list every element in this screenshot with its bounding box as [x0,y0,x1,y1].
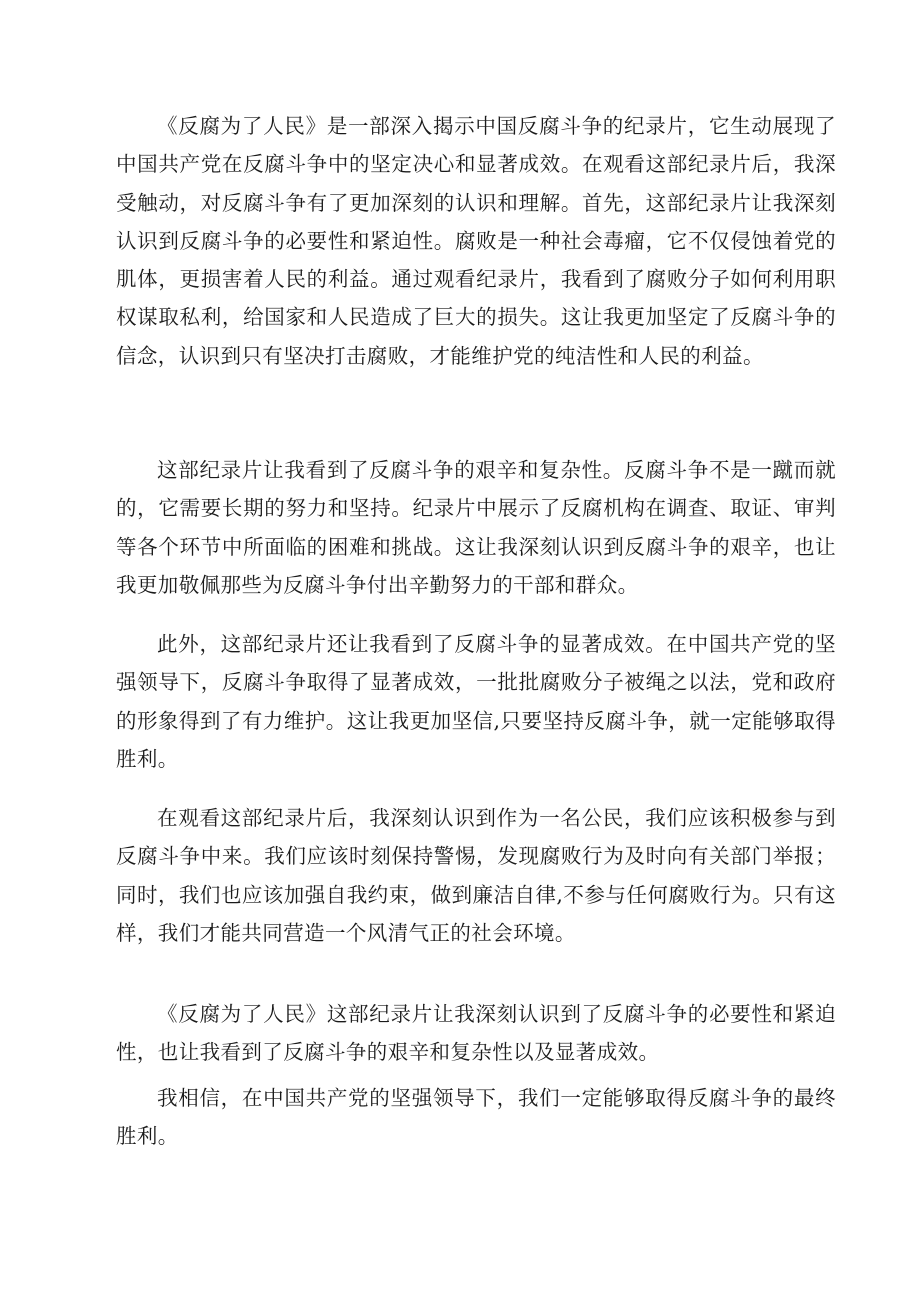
paragraph-hardship: 这部纪录片让我看到了反腐斗争的艰辛和复杂性。反腐斗争不是一蹴而就的，它需要长期的努力和坚持。纪录片中展示了反腐机构在调查、取证、审判等各个环节中所面临的困难和挑战。这让我深刻认识到反腐斗争的艰辛，也让我更加敬佩那些为反腐斗争付出辛勤努力的干部和群众。 [116,458,836,597]
paragraph-conclusion: 我相信，在中国共产党的坚强领导下，我们一定能够取得反腐斗争的最终胜利。 [116,1086,836,1149]
paragraph-summary: 《反腐为了人民》这部纪录片让我深刻认识到了反腐斗争的必要性和紧迫性，也让我看到了反腐斗争的艰辛和复杂性以及显著成效。 [116,1002,836,1065]
paragraph-citizen-role: 在观看这部纪录片后，我深刻认识到作为一名公民，我们应该积极参与到反腐斗争中来。我们应该时刻保持警惕，发现腐败行为及时向有关部门举报；同时，我们也应该加强自我约束，做到廉洁自律,不参与任何腐败行为。只有这样，我们才能共同营造一个风清气正的社会环境。 [116,806,836,945]
paragraph-achievements: 此外，这部纪录片还让我看到了反腐斗争的显著成效。在中国共产党的坚强领导下，反腐斗争取得了显著成效，一批批腐败分子被绳之以法，党和政府的形象得到了有力维护。这让我更加坚信,只要坚持反腐斗争，就一定能够取得胜利。 [116,632,836,771]
paragraph-intro: 《反腐为了人民》是一部深入揭示中国反腐斗争的纪录片，它生动展现了中国共产党在反腐斗争中的坚定决心和显著成效。在观看这部纪录片后，我深受触动，对反腐斗争有了更加深刻的认识和理解。首先，这部纪录片让我深刻认识到反腐斗争的必要性和紧迫性。腐败是一种社会毒瘤，它不仅侵蚀着党的肌体，更损害着人民的利益。通过观看纪录片，我看到了腐败分子如何利用职权谋取私利，给国家和人民造成了巨大的损失。这让我更加坚定了反腐斗争的信念，认识到只有坚决打击腐败，才能维护党的纯洁性和人民的利益。 [116,114,836,368]
